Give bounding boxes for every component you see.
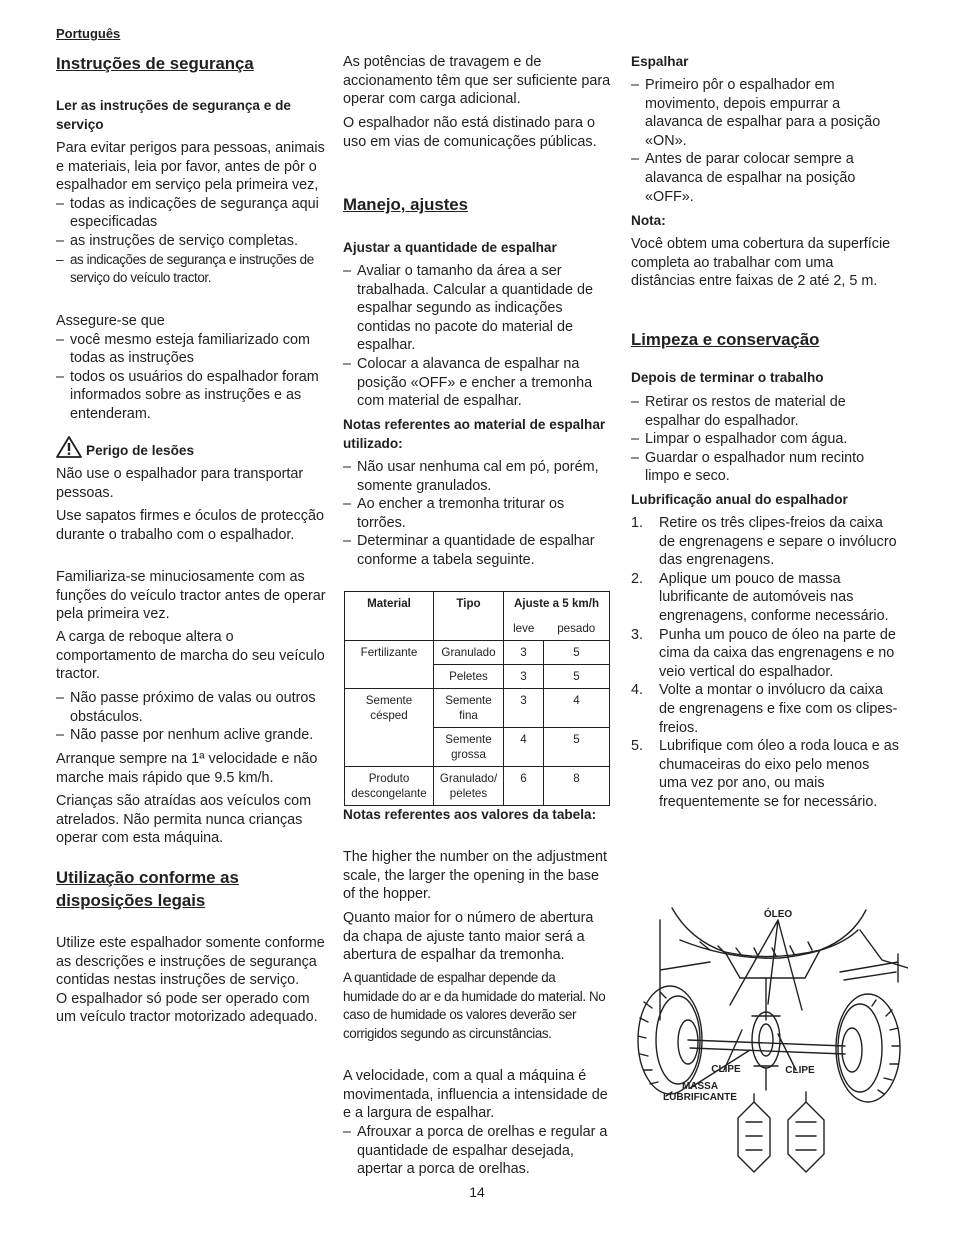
- cell-type: Peletes: [434, 665, 504, 689]
- usage-block: [56, 934, 328, 1027]
- usage-title: [56, 866, 328, 912]
- danger-paragraph: A carga de reboque altera o comportamento de marcha do seu veículo tractor.: [56, 629, 325, 683]
- cell-material: Semente césped: [345, 689, 434, 767]
- list-item: – as instruções de serviço completas.: [56, 232, 328, 251]
- note-paragraph: Você obtem uma cobertura da superfície completa ao trabalhar com uma distâncias entre faixas de 2 até 2, 5 m.: [631, 236, 891, 290]
- values-paragraph: The higher the number on the adjustment scale, the larger the opening in the base of the hopper.: [343, 849, 607, 903]
- cell-heavy: 5: [543, 665, 609, 689]
- step-text: Retire os três clipes-freios da caixa de engrenagens e separe o invólucro das engrenagens.: [659, 515, 897, 569]
- ensure-intro: Assegure-se que: [56, 313, 165, 329]
- usage-title-line: Utilização conforme as: [56, 868, 239, 887]
- list-item: [631, 570, 901, 626]
- table-row: [345, 641, 610, 665]
- list-item: [631, 514, 901, 570]
- header-heavy: pesado: [543, 615, 609, 641]
- cell-light: 3: [504, 641, 544, 665]
- safety-title: Instruções de segurança: [56, 54, 254, 73]
- values-list: [343, 1123, 611, 1179]
- values-paragraph: Quanto maior for o número de abertura da chapa de ajuste tanto maior será a abertura de espalhar da tremonha.: [343, 910, 594, 964]
- list-item: [631, 681, 901, 737]
- header-light: leve: [504, 615, 544, 641]
- danger-heading-row: [56, 436, 328, 460]
- material-heading: Notas referentes ao material de espalhar utilizado:: [343, 417, 606, 451]
- lube-heading: Lubrificação anual do espalhador: [631, 492, 848, 507]
- cell-type: Granulado/ peletes: [434, 767, 504, 806]
- power-paragraph: O espalhador não está distinado para o uso em vias de comunicações públicas.: [343, 115, 597, 150]
- list-item: – Ao encher a tremonha triturar os torrões.: [343, 495, 611, 532]
- cell-material: Produto descongelante: [345, 767, 434, 806]
- read-intro: Para evitar perigos para pessoas, animais e materiais, leia por favor, antes de pôr o espalhador em serviço pela primeira vez,: [56, 140, 325, 194]
- spread-heading: Espalhar: [631, 54, 689, 69]
- list-item: – Não passe por nenhum aclive grande.: [56, 726, 328, 745]
- header-material: Material: [345, 592, 434, 641]
- language-label: Português: [56, 26, 121, 41]
- note-heading: Nota:: [631, 213, 666, 228]
- table-header-row: [345, 592, 610, 616]
- cell-type: Semente grossa: [434, 728, 504, 767]
- after-work-heading: Depois de terminar o trabalho: [631, 370, 824, 385]
- step-number: 3.: [631, 626, 644, 643]
- adjust-heading: Ajustar a quantidade de espalhar: [343, 240, 557, 255]
- list-item: – Não usar nenhuma cal em pó, porém, somente granulados.: [343, 458, 611, 495]
- read-instructions-block: [56, 139, 328, 288]
- step-number: 5.: [631, 738, 644, 755]
- danger-paragraph: Não use o espalhador para transportar pessoas.: [56, 466, 304, 501]
- list-item: – você mesmo esteja familiarizado com todas as instruções: [56, 331, 328, 368]
- list-item: – Avaliar o tamanho da área a ser trabalhada. Calcular a quantidade de espalhar segundo as indicações contidas no pacote do material de espalhar.: [343, 262, 611, 355]
- danger-list: [56, 689, 328, 745]
- label-grease-line: MASSA: [681, 1081, 719, 1092]
- values-heading: Notas referentes aos valores da tabela:: [343, 807, 597, 822]
- spread-rate-table: [344, 591, 610, 806]
- danger-paragraph: Crianças são atraídas aos veículos com atrelados. Não permita nunca crianças operar com esta máquina.: [56, 793, 312, 847]
- after-work-list: [631, 393, 901, 486]
- list-item: – todos os usuários do espalhador foram informados sobre as instruções e as entenderam.: [56, 368, 328, 424]
- list-item: – Colocar a alavanca de espalhar na posição «OFF» e encher a tremonha com material de espalhar.: [343, 355, 611, 411]
- cell-light: 3: [504, 665, 544, 689]
- values-paragraph: A quantidade de espalhar depende da humidade do ar e da humidade do material. No caso de humidade os valores deverão ser corrigidos segundo as circunstâncias.: [343, 970, 606, 1041]
- list-item: [631, 737, 901, 811]
- label-oil: ÓLEO: [763, 909, 793, 920]
- list-item: – Primeiro pôr o espalhador em movimento, depois empurrar a alavanca de espalhar para a posição «ON».: [631, 76, 901, 150]
- read-instructions-heading: Ler as instruções de segurança e de serviço: [56, 98, 291, 132]
- values-paragraph: A velocidade, com a qual a máquina é movimentada, influencia a intensidade de e a largura de espalhar.: [343, 1068, 608, 1122]
- usage-paragraph: Utilize este espalhador somente conforme as descrições e instruções de segurança contidas nestas instruções de serviço.: [56, 935, 325, 989]
- spreader-lubrication-figure: [630, 900, 908, 1180]
- usage-title-line: disposições legais: [56, 891, 206, 910]
- label-clip-left: CLIPE: [711, 1064, 741, 1075]
- cell-material: Fertilizante: [345, 641, 434, 689]
- step-text: Punha um pouco de óleo na parte de cima da caixa das engrenagens e no veio vertical do espalhador.: [659, 626, 896, 680]
- list-item: – Guardar o espalhador num recinto limpo e seco.: [631, 449, 901, 486]
- step-text: Lubrifique com óleo a roda louca e as chumaceiras do eixo pelo menos uma vez por ano, ou mais frequentemente se for necessário.: [659, 738, 899, 810]
- ensure-block: [56, 312, 328, 424]
- table-row: [345, 767, 610, 806]
- power-paragraph: As potências de travagem e de accionamento têm que ser suficiente para operar com carga adicional.: [343, 54, 611, 108]
- list-item: – Afrouxar a porca de orelhas e regular a quantidade de espalhar desejada, apertar a porca de orelhas.: [343, 1123, 611, 1179]
- cell-light: 6: [504, 767, 544, 806]
- danger-paragraph: Arranque sempre na 1ª velocidade e não marche mais rápido que 9.5 km/h.: [56, 751, 318, 786]
- handling-title: Manejo, ajustes: [343, 195, 468, 214]
- list-item: – Retirar os restos de material de espalhar do espalhador.: [631, 393, 901, 430]
- ensure-list: [56, 331, 328, 424]
- adjust-list: [343, 262, 611, 411]
- lube-steps: [631, 514, 901, 812]
- cell-heavy: 8: [543, 767, 609, 806]
- spread-list: [631, 76, 901, 206]
- cell-type: Semente fina: [434, 689, 504, 728]
- warning-icon: [56, 436, 82, 458]
- cell-light: 3: [504, 689, 544, 728]
- list-item: – Não passe próximo de valas ou outros obstáculos.: [56, 689, 328, 726]
- cell-heavy: 5: [543, 728, 609, 767]
- step-number: 1.: [631, 515, 644, 531]
- step-text: Aplique um pouco de massa lubrificante de automóveis nas engrenagens, conforme necessário.: [659, 570, 889, 624]
- list-item: [631, 626, 901, 682]
- cell-type: Granulado: [434, 641, 504, 665]
- list-item: – Limpar o espalhador com água.: [631, 430, 901, 449]
- cell-heavy: 4: [543, 689, 609, 728]
- cell-light: 4: [504, 728, 544, 767]
- label-grease: [658, 1081, 742, 1103]
- table-row: [345, 689, 610, 728]
- list-item: – Determinar a quantidade de espalhar conforme a tabela seguinte.: [343, 532, 611, 569]
- cell-heavy: 5: [543, 641, 609, 665]
- header-type: Tipo: [434, 592, 504, 641]
- label-grease-line: LUBRIFICANTE: [663, 1092, 737, 1103]
- step-number: 2.: [631, 570, 644, 587]
- step-number: 4.: [631, 682, 644, 699]
- page-number: 14: [469, 1184, 485, 1200]
- read-list: [56, 195, 328, 288]
- danger-paragraph: Use sapatos firmes e óculos de protecção durante o trabalho com o espalhador.: [56, 508, 324, 543]
- label-clip-right: CLIPE: [785, 1065, 815, 1076]
- cleaning-title: Limpeza e conservação: [631, 330, 820, 349]
- step-text: Volte a montar o invólucro da caixa de engrenagens e fixe com os clipes-freios.: [659, 682, 898, 736]
- list-item: – Antes de parar colocar sempre a alavanca de espalhar na posição «OFF».: [631, 150, 901, 206]
- danger-paragraph: Familiariza-se minuciosamente com as funções do veículo tractor antes de operar pela primeira vez.: [56, 569, 326, 623]
- header-speed: Ajuste a 5 km/h: [504, 592, 610, 616]
- usage-paragraph: O espalhador só pode ser operado com um veículo tractor motorizado adequado.: [56, 990, 318, 1026]
- material-list: [343, 458, 611, 570]
- list-item: – as indicações de segurança e instruções de serviço do veículo tractor.: [56, 251, 328, 288]
- spreader-illustration: [630, 900, 908, 1180]
- danger-heading: Perigo de lesões: [86, 443, 195, 458]
- list-item: – todas as indicações de segurança aqui especificadas: [56, 195, 328, 232]
